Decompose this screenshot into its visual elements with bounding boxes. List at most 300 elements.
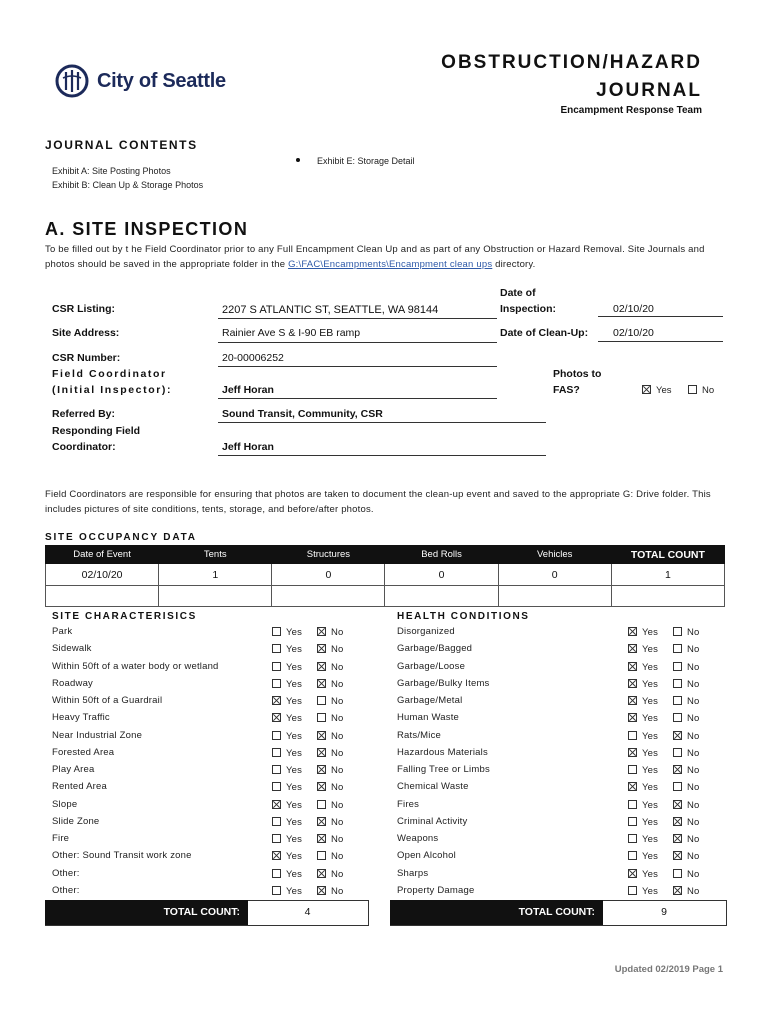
yes-label: Yes	[642, 748, 659, 759]
checklist-row-label: Sidewalk	[52, 643, 92, 654]
photos-label-1: Photos to	[553, 368, 602, 380]
no-option[interactable]	[673, 765, 700, 782]
occupancy-table	[45, 545, 725, 607]
yes-option[interactable]	[272, 800, 302, 817]
yes-checkbox[interactable]	[628, 748, 637, 757]
date-cleanup-label: Date of Clean-Up:	[500, 327, 589, 339]
photo-note: Field Coordinators are responsible for ensuring that photos are taken to document the clean-up event and saved to the appropriate G: Drive folder. This includes pictures of site conditions, tents, storage, and before/after photos.	[45, 489, 711, 515]
yes-checkbox[interactable]	[628, 662, 637, 671]
yes-checkbox[interactable]	[272, 834, 281, 843]
checklist-row-label: Heavy Traffic	[52, 712, 110, 723]
yes-option[interactable]	[628, 662, 658, 679]
responding-value[interactable]: Jeff Horan	[222, 441, 274, 453]
yes-option[interactable]	[628, 748, 658, 765]
occupancy-heading: SITE OCCUPANCY DATA	[45, 532, 197, 543]
checklist-row-label: Garbage/Bulky Items	[397, 678, 490, 689]
yes-label: Yes	[286, 627, 303, 638]
yes-option[interactable]	[272, 662, 302, 679]
yes-option[interactable]	[628, 731, 658, 748]
cell-structures[interactable]: 0	[272, 564, 385, 586]
site-characteristics-heading: SITE CHARACTERISICS	[52, 611, 197, 622]
referred-by-line	[218, 422, 546, 423]
checklist-row-label: Hazardous Materials	[397, 747, 488, 758]
checklist-row-label: Garbage/Loose	[397, 661, 466, 672]
no-checkbox[interactable]	[673, 731, 682, 740]
csr-listing-line	[218, 318, 497, 319]
no-checkbox[interactable]	[317, 834, 326, 843]
no-checkbox[interactable]	[317, 696, 326, 705]
yes-label: Yes	[286, 662, 303, 673]
checklist-row-label: Other:	[52, 885, 80, 896]
yes-checkbox[interactable]	[272, 679, 281, 688]
yes-label: Yes	[642, 800, 659, 811]
no-checkbox[interactable]	[317, 851, 326, 860]
yes-label: Yes	[286, 679, 303, 690]
no-label: No	[331, 765, 344, 776]
no-checkbox[interactable]	[673, 713, 682, 722]
checklist-row-label: Forested Area	[52, 747, 115, 758]
no-label: No	[687, 731, 700, 742]
yes-checkbox[interactable]	[628, 696, 637, 705]
checklist-row-label: Rats/Mice	[397, 730, 442, 741]
occupancy-value-row	[46, 564, 725, 586]
yes-option[interactable]	[628, 627, 658, 644]
no-label: No	[331, 748, 344, 759]
yes-checkbox[interactable]	[272, 765, 281, 774]
yes-option[interactable]	[272, 731, 302, 748]
section-intro	[45, 242, 735, 272]
yes-checkbox[interactable]	[272, 800, 281, 809]
intro-text: To be filled out by t he Field Coordinator prior to any Full Encampment Clean Up and as part of any Obstruction or Hazard Removal. Site Journals and photos should be saved in the appropriate folder in the	[45, 244, 705, 270]
no-label: No	[331, 713, 344, 724]
checklist-row-label: Garbage/Bagged	[397, 643, 473, 654]
page-title-line2: JOURNAL	[596, 80, 702, 101]
yes-option[interactable]	[628, 644, 658, 661]
yes-label: Yes	[286, 782, 303, 793]
yes-checkbox[interactable]	[628, 869, 637, 878]
yes-label: Yes	[642, 851, 659, 862]
no-option[interactable]	[673, 713, 700, 730]
no-label: No	[331, 662, 344, 673]
yes-checkbox[interactable]	[272, 644, 281, 653]
yes-label: Yes	[286, 817, 303, 828]
yes-label: Yes	[642, 627, 659, 638]
checklist-row-label: Property Damage	[397, 885, 475, 896]
yes-checkbox[interactable]	[628, 713, 637, 722]
no-label: No	[687, 748, 700, 759]
no-option[interactable]	[317, 644, 344, 661]
date-cleanup-line	[598, 341, 723, 342]
health-total-label: TOTAL COUNT:	[390, 900, 603, 925]
col-vehicles: Vehicles	[498, 546, 611, 564]
yes-option[interactable]	[628, 713, 658, 730]
cell-date-of-event[interactable]: 02/10/20	[46, 564, 159, 586]
no-label: No	[687, 713, 700, 724]
field-coordinator-line	[218, 398, 497, 399]
referred-by-label: Referred By:	[52, 408, 116, 420]
no-label: No	[687, 627, 700, 638]
checklist-row-label: Park	[52, 626, 73, 637]
yes-option[interactable]	[272, 782, 302, 799]
yes-option[interactable]	[272, 851, 302, 868]
photos-yes-option[interactable]	[642, 385, 672, 396]
occupancy-blank-row	[46, 586, 725, 607]
no-checkbox[interactable]	[317, 713, 326, 722]
no-label: No	[331, 782, 344, 793]
no-label: No	[687, 696, 700, 707]
yes-label: Yes	[286, 834, 303, 845]
checklist-row-label: Slide Zone	[52, 816, 100, 827]
yes-checkbox[interactable]	[628, 817, 637, 826]
yes-checkbox[interactable]	[272, 851, 281, 860]
city-logo	[55, 64, 245, 100]
checklist-row-label: Rented Area	[52, 781, 108, 792]
blank-cell[interactable]	[498, 586, 611, 607]
photos-label-2: FAS?	[553, 384, 580, 396]
checklist-row-label: Fires	[397, 799, 420, 810]
yes-label: Yes	[642, 731, 659, 742]
yes-option[interactable]	[628, 817, 658, 834]
no-option[interactable]	[673, 800, 700, 817]
yes-option[interactable]	[628, 782, 658, 799]
no-checkbox[interactable]	[317, 817, 326, 826]
yes-option[interactable]	[272, 713, 302, 730]
csr-number-value[interactable]: 20-00006252	[222, 352, 284, 364]
site-address-line	[218, 342, 497, 343]
no-label: No	[331, 696, 344, 707]
yes-option[interactable]	[272, 765, 302, 782]
checklist-row-label: Garbage/Metal	[397, 695, 463, 706]
no-checkbox[interactable]	[317, 731, 326, 740]
no-option[interactable]	[317, 817, 344, 834]
blank-cell[interactable]	[611, 586, 724, 607]
yes-option[interactable]	[272, 748, 302, 765]
checklist-row-label: Slope	[52, 799, 78, 810]
no-checkbox[interactable]	[317, 886, 326, 895]
no-label: No	[687, 869, 700, 880]
no-label: No	[687, 851, 700, 862]
contents-bullet-item	[296, 156, 415, 166]
col-tents: Tents	[159, 546, 272, 564]
section-heading: A. SITE INSPECTION	[45, 219, 249, 239]
no-checkbox[interactable]	[673, 696, 682, 705]
cell-total-count[interactable]: 1	[611, 564, 724, 586]
yes-checkbox[interactable]	[628, 851, 637, 860]
no-label: No	[331, 800, 344, 811]
photos-yes-checkbox[interactable]	[642, 385, 651, 394]
yes-checkbox[interactable]	[272, 662, 281, 671]
occupancy-header-row	[46, 546, 725, 564]
csr-listing-label: CSR Listing:	[52, 303, 115, 315]
yes-option[interactable]	[272, 834, 302, 851]
no-checkbox[interactable]	[317, 662, 326, 671]
checklist-row-label: Fire	[52, 833, 70, 844]
cell-bed-rolls[interactable]: 0	[385, 564, 498, 586]
referred-by-value[interactable]: Sound Transit, Community, CSR	[222, 408, 383, 420]
no-option[interactable]	[673, 731, 700, 748]
no-option[interactable]	[317, 800, 344, 817]
photos-no-checkbox[interactable]	[688, 385, 697, 394]
yes-label: Yes	[642, 662, 659, 673]
contents-heading: JOURNAL CONTENTS	[45, 138, 198, 152]
checklist-row-label: Near Industrial Zone	[52, 730, 143, 741]
yes-option[interactable]	[272, 679, 302, 696]
yes-label: Yes	[286, 886, 303, 897]
folder-link[interactable]: G:\FAC\Encampments\Encampment clean ups	[288, 259, 493, 270]
no-label: No	[331, 886, 344, 897]
no-checkbox[interactable]	[673, 644, 682, 653]
yes-label: Yes	[642, 713, 659, 724]
city-seal-icon	[55, 64, 89, 98]
checklist-row-label: Roadway	[52, 678, 94, 689]
site-address-label: Site Address:	[52, 327, 120, 339]
yes-label: Yes	[642, 696, 659, 707]
yes-label: Yes	[286, 765, 303, 776]
no-label: No	[331, 869, 344, 880]
health-total-value[interactable]: 9	[661, 906, 667, 918]
no-option[interactable]	[317, 696, 344, 713]
yes-label: Yes	[642, 765, 659, 776]
yes-label: Yes	[642, 886, 659, 897]
no-label: No	[687, 886, 700, 897]
date-inspection-value[interactable]: 02/10/20	[613, 303, 654, 315]
bullet-icon	[296, 158, 300, 162]
no-option[interactable]	[317, 679, 344, 696]
yes-label: Yes	[642, 869, 659, 880]
yes-label: Yes	[286, 869, 303, 880]
yes-option[interactable]	[272, 627, 302, 644]
yes-checkbox[interactable]	[272, 886, 281, 895]
yes-checkbox[interactable]	[628, 834, 637, 843]
no-label: No	[331, 851, 344, 862]
checklist-row-label: Open Alcohol	[397, 850, 456, 861]
contents-item-a: Exhibit A: Site Posting Photos	[52, 166, 171, 176]
checklist-row-label: Play Area	[52, 764, 95, 775]
photos-no-option[interactable]	[688, 385, 714, 396]
cell-tents[interactable]: 1	[159, 564, 272, 586]
blank-cell[interactable]	[159, 586, 272, 607]
no-label: No	[687, 782, 700, 793]
logo-text: City of Seattle	[97, 70, 226, 92]
no-label: No	[331, 644, 344, 655]
yes-option[interactable]	[272, 817, 302, 834]
yes-checkbox[interactable]	[272, 696, 281, 705]
site-total-value[interactable]: 4	[304, 906, 311, 918]
yes-checkbox[interactable]	[628, 765, 637, 774]
no-checkbox[interactable]	[673, 765, 682, 774]
checklist-row-label: Chemical Waste	[397, 781, 469, 792]
yes-checkbox[interactable]	[628, 644, 637, 653]
yes-checkbox[interactable]	[272, 731, 281, 740]
field-coordinator-label-1: Field Coordinator	[52, 368, 167, 380]
no-option[interactable]	[673, 627, 700, 644]
no-checkbox[interactable]	[317, 869, 326, 878]
checklist-row-label: Other:	[52, 868, 80, 879]
no-option[interactable]	[317, 713, 344, 730]
yes-label: Yes	[286, 731, 303, 742]
no-option[interactable]	[673, 696, 700, 713]
col-bed-rolls: Bed Rolls	[385, 546, 498, 564]
cell-vehicles[interactable]: 0	[498, 564, 611, 586]
yes-option[interactable]	[272, 869, 302, 886]
no-option[interactable]	[673, 817, 700, 834]
yes-option[interactable]	[272, 696, 302, 713]
yes-option[interactable]	[628, 834, 658, 851]
yes-checkbox[interactable]	[272, 627, 281, 636]
yes-label: Yes	[286, 800, 303, 811]
col-date-of-event: Date of Event	[46, 546, 159, 564]
yes-label: Yes	[286, 713, 303, 724]
no-option[interactable]	[673, 679, 700, 696]
no-option[interactable]	[317, 748, 344, 765]
checklist-row-label: Within 50ft of a Guardrail	[52, 695, 163, 706]
yes-option[interactable]	[272, 644, 302, 661]
col-total-count: TOTAL COUNT	[611, 546, 724, 564]
no-option[interactable]	[673, 748, 700, 765]
yes-label: Yes	[286, 748, 303, 759]
csr-number-line	[218, 366, 497, 367]
no-label: No	[687, 765, 700, 776]
no-option[interactable]	[673, 782, 700, 799]
yes-label: Yes	[642, 817, 659, 828]
no-checkbox[interactable]	[673, 800, 682, 809]
no-option[interactable]	[317, 834, 344, 851]
yes-label: Yes	[286, 696, 303, 707]
field-coordinator-value[interactable]: Jeff Horan	[222, 384, 274, 396]
page-title-line1: OBSTRUCTION/HAZARD	[441, 52, 702, 73]
no-checkbox[interactable]	[673, 748, 682, 757]
site-total-label: TOTAL COUNT:	[45, 900, 248, 925]
yes-checkbox[interactable]	[272, 817, 281, 826]
yes-checkbox[interactable]	[628, 731, 637, 740]
site-address-value[interactable]: Rainier Ave S & I-90 EB ramp	[222, 327, 361, 339]
no-checkbox[interactable]	[673, 869, 682, 878]
no-label: No	[331, 834, 344, 845]
contents-item-b: Exhibit B: Clean Up & Storage Photos	[52, 180, 204, 190]
date-cleanup-value[interactable]: 02/10/20	[613, 327, 654, 339]
yes-option[interactable]	[628, 679, 658, 696]
checklist-row-label: Within 50ft of a water body or wetland	[52, 661, 219, 672]
no-checkbox[interactable]	[673, 662, 682, 671]
yes-checkbox[interactable]	[628, 627, 637, 636]
no-option[interactable]	[317, 627, 344, 644]
no-option[interactable]	[673, 851, 700, 868]
no-label: No	[687, 834, 700, 845]
no-checkbox[interactable]	[317, 679, 326, 688]
csr-listing-value[interactable]: 2207 S ATLANTIC ST, SEATTLE, WA 98144	[222, 304, 439, 316]
yes-checkbox[interactable]	[272, 713, 281, 722]
no-option[interactable]	[317, 851, 344, 868]
yes-checkbox[interactable]	[628, 782, 637, 791]
yes-checkbox[interactable]	[272, 782, 281, 791]
no-option[interactable]	[317, 731, 344, 748]
health-conditions-heading: HEALTH CONDITIONS	[397, 611, 530, 622]
no-option[interactable]	[673, 834, 700, 851]
no-checkbox[interactable]	[673, 834, 682, 843]
yes-option[interactable]	[628, 869, 658, 886]
no-label: No	[687, 679, 700, 690]
date-inspection-line	[598, 316, 723, 317]
yes-label: Yes	[286, 851, 303, 862]
contents-item-e: Exhibit E: Storage Detail	[317, 156, 415, 166]
no-option[interactable]	[317, 765, 344, 782]
checklist-row-label: Human Waste	[397, 712, 460, 723]
no-label: No	[687, 662, 700, 673]
date-inspection-label-1: Date of	[500, 287, 536, 299]
no-option[interactable]	[317, 662, 344, 679]
checklist-row-label: Sharps	[397, 868, 429, 879]
no-checkbox[interactable]	[317, 748, 326, 757]
responding-label-2: Coordinator:	[52, 441, 116, 453]
no-option[interactable]	[673, 662, 700, 679]
yes-option[interactable]	[628, 696, 658, 713]
no-checkbox[interactable]	[317, 627, 326, 636]
yes-option[interactable]	[628, 851, 658, 868]
checklist-row-label: Weapons	[397, 833, 439, 844]
no-checkbox[interactable]	[317, 800, 326, 809]
checklist-row-label: Falling Tree or Limbs	[397, 764, 490, 775]
no-label: No	[331, 817, 344, 828]
intro-text-end: directory.	[492, 259, 536, 270]
yes-label: Yes	[642, 782, 659, 793]
no-label: No	[687, 644, 700, 655]
no-checkbox[interactable]	[673, 886, 682, 895]
yes-checkbox[interactable]	[272, 748, 281, 757]
no-label: No	[331, 679, 344, 690]
yes-option[interactable]	[628, 800, 658, 817]
checklist-row-label: Disorganized	[397, 626, 455, 637]
yes-checkbox[interactable]	[628, 886, 637, 895]
no-checkbox[interactable]	[673, 817, 682, 826]
no-option[interactable]	[317, 782, 344, 799]
yes-label: Yes	[642, 644, 659, 655]
blank-cell[interactable]	[46, 586, 159, 607]
responding-label-1: Responding Field	[52, 425, 141, 437]
no-label: No	[331, 627, 344, 638]
checklist-row-label: Other: Sound Transit work zone	[52, 850, 192, 861]
page-subtitle: Encampment Response Team	[560, 105, 702, 116]
no-option[interactable]	[673, 644, 700, 661]
yes-label: Yes	[642, 679, 659, 690]
no-checkbox[interactable]	[673, 782, 682, 791]
yes-option[interactable]	[628, 765, 658, 782]
col-structures: Structures	[272, 546, 385, 564]
yes-checkbox[interactable]	[628, 679, 637, 688]
yes-label: Yes	[286, 644, 303, 655]
yes-checkbox[interactable]	[272, 869, 281, 878]
no-checkbox[interactable]	[673, 851, 682, 860]
photos-yes-label: Yes	[656, 385, 672, 396]
yes-label: Yes	[642, 834, 659, 845]
no-checkbox[interactable]	[673, 679, 682, 688]
no-option[interactable]	[317, 869, 344, 886]
page-footer: Updated 02/2019 Page 1	[614, 964, 723, 975]
blank-cell[interactable]	[385, 586, 498, 607]
responding-line	[218, 455, 546, 456]
csr-number-label: CSR Number:	[52, 352, 121, 364]
no-checkbox[interactable]	[317, 765, 326, 774]
no-checkbox[interactable]	[317, 644, 326, 653]
no-checkbox[interactable]	[317, 782, 326, 791]
yes-checkbox[interactable]	[628, 800, 637, 809]
no-label: No	[687, 817, 700, 828]
no-option[interactable]	[673, 869, 700, 886]
field-coordinator-label-2: (Initial Inspector):	[52, 384, 173, 396]
date-inspection-label-2: Inspection:	[500, 303, 557, 315]
no-checkbox[interactable]	[673, 627, 682, 636]
blank-cell[interactable]	[272, 586, 385, 607]
no-label: No	[331, 731, 344, 742]
